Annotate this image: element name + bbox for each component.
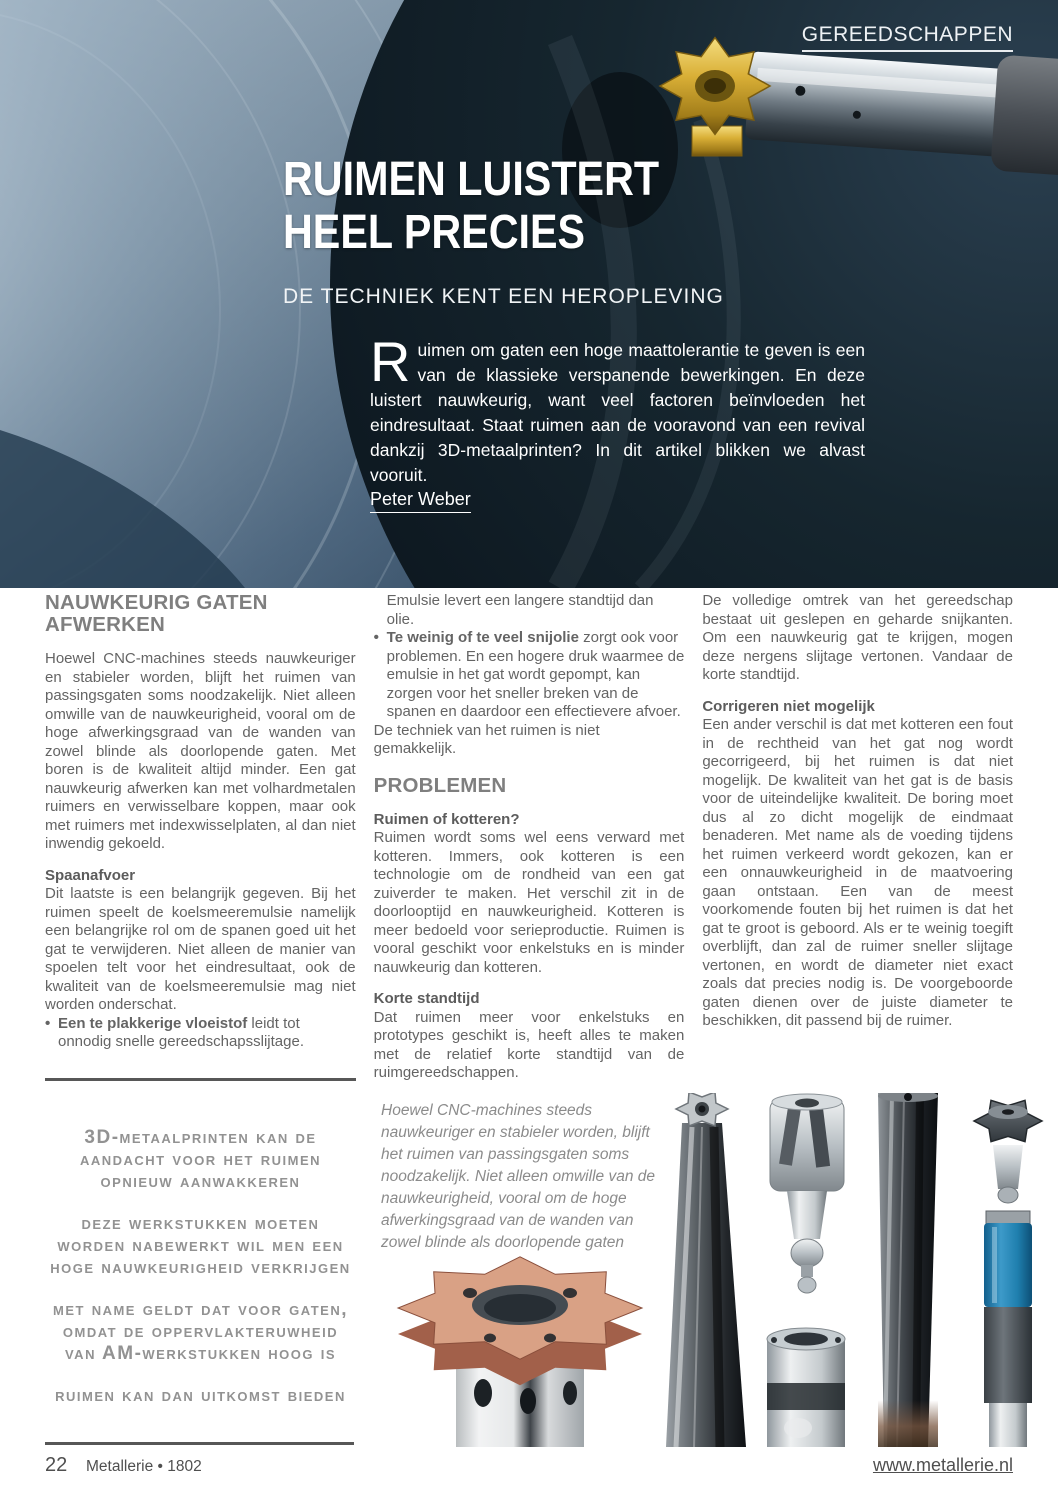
- tool-3-indexable-head-reamer: [767, 1094, 845, 1447]
- pull-quote: 3D-metaalprinten kan de aandacht voor het ruimen opnieuw aanwakkeren: [79, 1127, 322, 1192]
- subhead-spaanafvoer: Spaanafvoer: [45, 866, 136, 884]
- article-title-line2: HEEL PRECIES: [283, 206, 586, 259]
- bullet-rest: leidt tot onnodig snelle gereedschapsslijtage.: [58, 1014, 305, 1050]
- drop-cap: R: [370, 330, 411, 393]
- hero-section: [0, 0, 1058, 588]
- paragraph: Een ander verschil is dat met kotteren een fout in de rechtheid van het gat nog wordt gecorrigeerd, bij het ruimen is dat niet mogelijk. De kwaliteit van het gat is de basis voor de uiteindelijke kwaliteit. De boring moet dus al zo dicht mogelijk de eindmaat benaderen. Met name als de voeding tijdens het ruimen verkeerd wordt gekozen, kan er een onnauwkeurigheid in de maatvoering gaan ontstaan. Een van de meest voorkomende fouten bij het ruimen is dat het gat te groot is geboord. Als er te weinig toegift overblijft, dan zal de ruimer sneller slijtage vertonen, en wordt de diameter niet exact zoals dat precies nodig is. De voorgeboorde gaten dienen over de juiste diameter te beschikken, dit passend bij de ruimer.: [702, 716, 1013, 1029]
- column-3: [702, 592, 1013, 1083]
- paragraph: Ruimen wordt soms wel eens verward met kotteren. Immers, ook kotteren is een technologie om de rondheid van een gat zuiverder te maken. Het verschil zit in de doorlooptijd en nauwkeurigheid. Kotteren is meer bedoeld voor serieproductie. Ruimen is vooral geschikt voor enkelstuks en is minder nauwkeurig dan kotteren.: [373, 829, 685, 976]
- subhead-korte-standtijd: Korte standtijd: [373, 990, 480, 1007]
- article-title-line1: RUIMEN LUISTERT: [283, 153, 660, 206]
- photo-caption: Hoewel CNC-machines steeds nauwkeuriger en stabieler worden, blijft het ruimen van passingsgaten soms noodzakelijk. Niet alleen omwille van de nauwkeurigheid, vooral om de hoge afwerkingsgraad van de wanden van zowel blinde als doorlopende gaten: [381, 1102, 655, 1251]
- website-link[interactable]: www.metallerie.nl: [872, 1455, 1013, 1475]
- paragraph: Hoewel CNC-machines steeds nauwkeuriger en stabieler worden, blijft het ruimen van passingsgaten soms noodzakelijk. Niet alleen omwille van de nauwkeurigheid, vooral om de hoge afwerkingsgraad van de wanden van zowel blinde als doorlopende gaten. Met boren is de kwaliteit altijd minder. Een gat nauwkeurig afwerken kan met volhardmetalen ruimers en verwisselbare koppen, maar ook met ruimers met indexwisselplaten, al dan niet inwendig gekoeld.: [45, 650, 356, 852]
- column-1: [45, 592, 356, 1083]
- column-2: [374, 592, 685, 1083]
- author-byline[interactable]: Peter Weber: [370, 489, 471, 513]
- article-subtitle: DE TECHNIEK KENT EEN HEROPLEVING: [283, 285, 724, 308]
- tool-1-copper-crown-reamer: [398, 1257, 642, 1447]
- article-title: [283, 153, 659, 259]
- pull-quote: ruimen kan dan uitkomst bieden: [55, 1385, 346, 1406]
- pull-quote-block: [45, 1078, 356, 1427]
- bullet-item: [374, 629, 685, 722]
- bullet-rest: zorgt ook voor problemen. En een hogere druk waarmee de emulsie in het gat wordt gepompt, kan zorgen voor het sneller breken van de spanen en daardoor een effectievere afvoer.: [386, 629, 685, 720]
- bullet-lead-bold: Te weinig of te veel snijolie: [386, 629, 579, 646]
- tool-5-modular-blue-reamer: [974, 1100, 1042, 1447]
- subhead-corrigeren-niet-mogelijk: Corrigeren niet mogelijk: [702, 697, 875, 715]
- bullet-lead-bold: Een te plakkerige vloeistof: [58, 1014, 248, 1032]
- subhead-ruimen-of-kotteren: Ruimen of kotteren?: [373, 810, 520, 828]
- magazine-issue: Metallerie • 1802: [86, 1458, 202, 1475]
- paragraph: Dit laatste is een belangrijk gegeven. Bij het ruimen speelt de koelsmeeremulsie namelijk een belangrijke rol om de spanen goed uit het gat te verwijderen. Niet alleen de manier van spoelen telt voor het eindresultaat, ook de kwaliteit van de koelsmeeremulsie mag niet worden onderschat.: [45, 885, 356, 1013]
- footer-rule: [45, 1442, 354, 1445]
- bullet-marker: •: [373, 629, 379, 646]
- paragraph: Dat ruimen meer voor enkelstuks en prototypes geschikt is, heeft alles te maken met de relatief korte standtijd van de ruimgereedschappen.: [373, 1008, 685, 1081]
- bullet-item: [45, 1015, 356, 1052]
- heading-problemen: PROBLEMEN: [373, 773, 507, 797]
- heading-nauwkeurig-gaten-afwerken: NAUWKEURIG GATEN AFWERKEN: [45, 591, 268, 636]
- bullet-marker: •: [45, 1014, 51, 1032]
- tool-2-carbide-reamer: [666, 1093, 746, 1447]
- page-number: 22: [45, 1454, 68, 1476]
- divider-rule: [45, 1078, 356, 1081]
- bullet-continuation: Emulsie levert een langere standtijd dan olie.: [386, 592, 654, 628]
- tool-4-spiral-flute-reamer: [878, 1093, 938, 1447]
- article-body: [45, 592, 1013, 1083]
- pull-quote: met name geldt dat voor gaten, omdat de oppervlakteruwheid van AM-werkstukken hoog is: [52, 1299, 348, 1364]
- section-kicker: GEREEDSCHAPPEN: [802, 23, 1013, 52]
- paragraph: De techniek van het ruimen is niet gemakkelijk.: [373, 721, 600, 757]
- pull-quote: deze werkstukken moeten worden nabewerkt wil men een hoge nauwkeurigheid verkrijgen: [50, 1213, 351, 1278]
- intro-paragraph: [370, 330, 865, 488]
- paragraph: De volledige omtrek van het gereedschap bestaat uit geslepen en geharde snijkanten. Om een nauwkeurig gat te krijgen, mogen deze nergens slijtage vertonen. Vandaar de korte standtijd.: [702, 592, 1013, 683]
- intro-text: uimen om gaten een hoge maattolerantie te geven is een van de klassieke verspanende bewerkingen. En deze luistert nauwkeurig, want veel factoren beïnvloeden het eindresultaat. Staat ruimen aan de vooravond van een revival dankzij 3D-metaalprinten? In dit artikel blikken we alvast vooruit.: [370, 340, 865, 485]
